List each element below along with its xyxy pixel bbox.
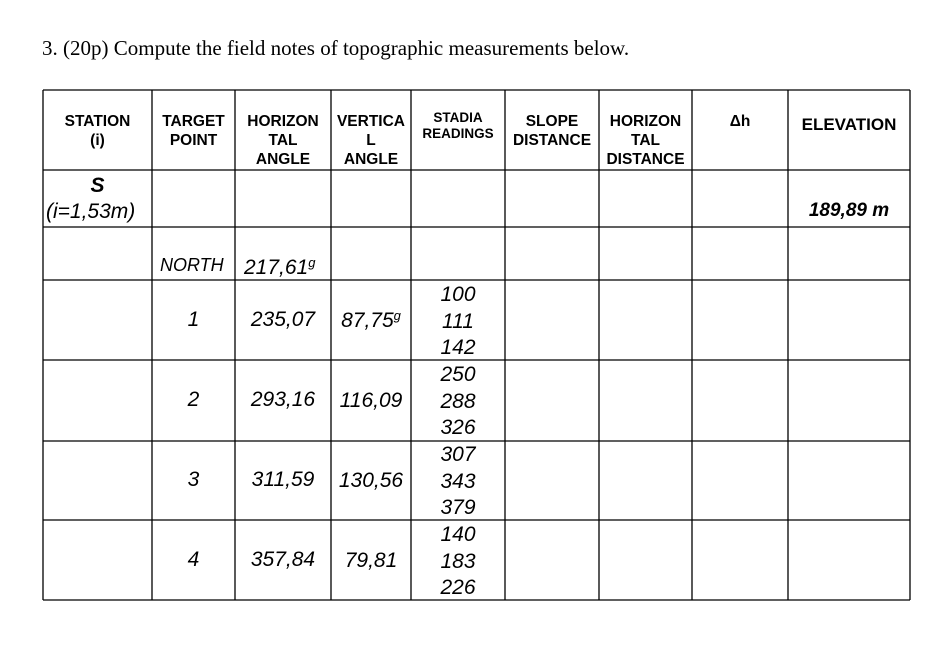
stadia-1-lower: 142	[440, 336, 476, 359]
header-vertical-angle	[331, 112, 411, 169]
header-delta-h: Δh	[729, 113, 751, 130]
header-slope-line2: DISTANCE	[512, 132, 592, 149]
header-horizontal-angle	[235, 112, 331, 169]
header-stadia-line2: READINGS	[422, 126, 494, 141]
vangle-4-value: 79,81	[344, 549, 398, 572]
north-horizontal-angle	[244, 255, 315, 280]
stadia-2-lower: 326	[440, 416, 476, 439]
header-station-line2: (i)	[90, 132, 105, 149]
stadia-2	[411, 362, 505, 442]
stadia-3-middle: 343	[440, 469, 476, 493]
header-vangle-line2: L	[366, 132, 376, 149]
stadia-2-middle: 288	[440, 389, 476, 413]
target-3: 3	[187, 468, 200, 491]
vangle-4	[331, 548, 411, 573]
north-target: NORTH	[160, 255, 224, 275]
stadia-4	[411, 522, 505, 602]
header-vangle-line3: ANGLE	[343, 151, 399, 168]
stadia-1-middle: 111	[442, 309, 474, 333]
header-hdist-line3: DISTANCE	[606, 151, 685, 168]
header-elevation: ELEVATION	[801, 115, 897, 134]
vangle-3-value: 130,56	[338, 469, 404, 492]
header-stadia-readings	[411, 110, 505, 142]
vangle-1	[331, 308, 411, 333]
hangle-2: 293,16	[250, 388, 316, 411]
header-hangle-line1: HORIZON	[247, 113, 319, 130]
header-target-line1: TARGET	[162, 113, 225, 130]
target-1: 1	[187, 308, 200, 331]
header-target-line2: POINT	[169, 132, 218, 149]
stadia-1-upper: 100	[440, 283, 476, 306]
header-station	[43, 112, 152, 150]
north-angle-value: 217,61	[244, 256, 309, 279]
header-stadia-line1: STADIA	[433, 110, 483, 125]
stadia-3-upper: 307	[440, 443, 476, 466]
hangle-1: 235,07	[250, 308, 316, 331]
stadia-4-middle: 183	[440, 549, 476, 573]
header-slope-line1: SLOPE	[525, 113, 579, 130]
vangle-1-value: 87,75	[341, 309, 394, 332]
station-name: S	[90, 174, 105, 197]
header-vangle-line1: VERTICA	[336, 113, 406, 130]
vangle-1-unit: g	[393, 308, 401, 323]
stadia-2-upper: 250	[440, 363, 476, 386]
header-target-point	[152, 112, 235, 150]
station-elevation: 189,89 m	[808, 200, 890, 221]
vangle-2	[331, 388, 411, 413]
north-angle-unit: g	[308, 255, 316, 270]
hangle-4: 357,84	[250, 548, 316, 571]
stadia-4-lower: 226	[440, 576, 476, 599]
header-hdist-line1: HORIZON	[609, 113, 682, 130]
stadia-3	[411, 442, 505, 522]
header-slope-distance	[505, 112, 599, 150]
header-horizontal-distance	[599, 112, 692, 169]
target-4: 4	[187, 548, 200, 571]
stadia-3-lower: 379	[440, 496, 476, 519]
header-station-line1: STATION	[64, 113, 131, 130]
vangle-2-value: 116,09	[339, 389, 403, 412]
header-hdist-line2: TAL	[631, 132, 660, 149]
instrument-height: (i=1,53m)	[46, 200, 136, 223]
hangle-3: 311,59	[251, 468, 315, 491]
question-text: 3. (20p) Compute the field notes of topographic measurements below.	[42, 36, 630, 60]
target-2: 2	[187, 388, 200, 411]
header-hangle-line2: TAL	[268, 132, 298, 149]
vangle-3	[331, 468, 411, 493]
header-hangle-line3: ANGLE	[255, 151, 311, 168]
stadia-1	[411, 282, 505, 362]
stadia-4-upper: 140	[440, 523, 476, 546]
